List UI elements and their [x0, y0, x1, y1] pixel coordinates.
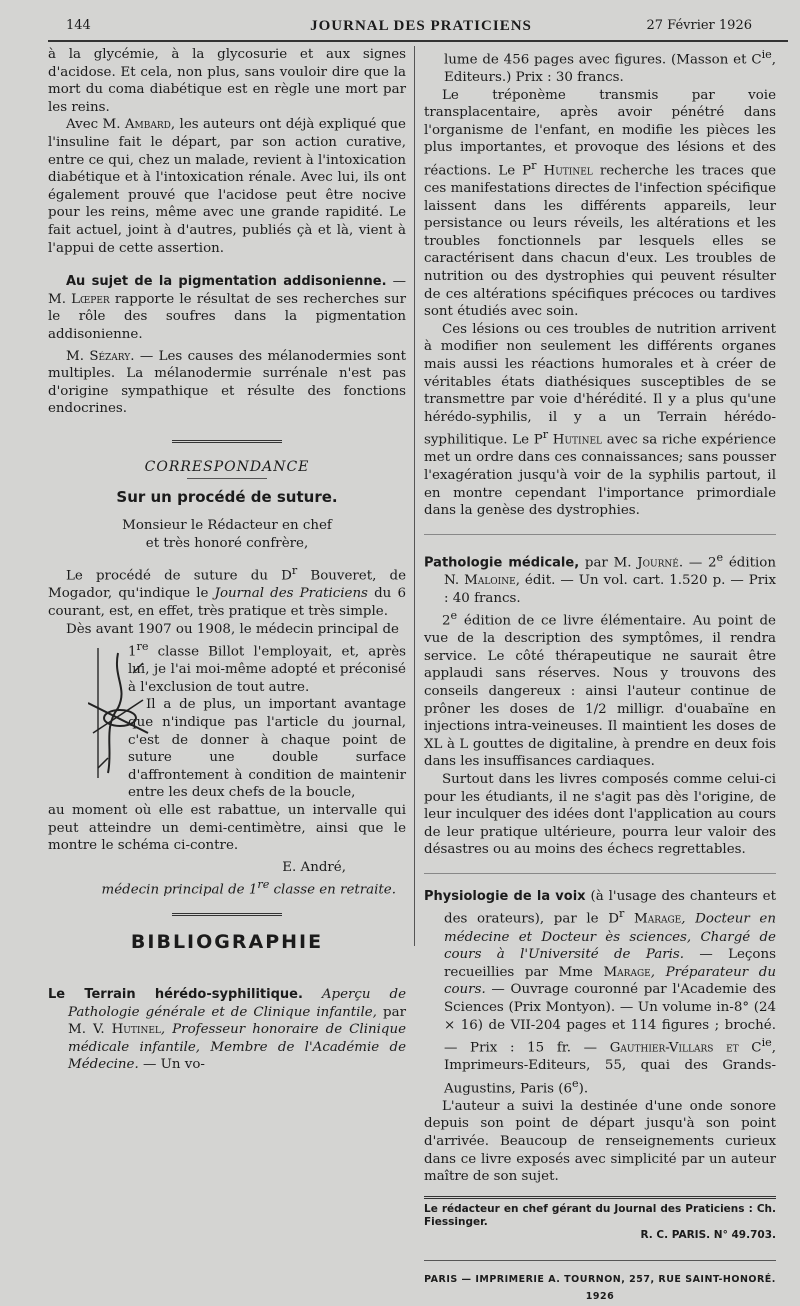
- printer-imprint: PARIS — IMPRIMERIE A. TOURNON, 257, RUE SAINT-HONORÉ. 1926: [424, 1260, 776, 1306]
- page-number: 144: [66, 18, 91, 33]
- bibliography-entry: Pathologie médicale, par M. Journé. — 2e édition N. Maloine, édit. — Un vol. cart. 1.520 p. — Prix : 40 francs.: [424, 550, 776, 606]
- paragraph: Le tréponème transmis par voie transplacentaire, après avoir pénétré dans l'organisme de l'enfant, en modifie les pièces les plus importantes, et provoque des lésions et des réactions. Le $P^r$ Hutinel recherche les traces que ces manifestations directes de l'infection spécifique laissent dans les différents appareils, leur persistance ou leurs réveils, les altérations et les troubles fonctionnels par lesquels elles se caractérisent dans chacun d'eux. Les troubles de nutrition ou des dystrophies qui peuvent résulter de ces altérations spécifiques précoces ou tardives sont étudiés avec soin.: [424, 87, 776, 320]
- paragraph: Surtout dans les livres composés comme celui-ci pour les étudiants, il ne s'agit pas dès l'origine, de leur inculquer des idées dont l'application au cours de leur pratique ultérieure, pourra leur valoir des désastres ou au moins des échecs regrettables.: [424, 771, 776, 858]
- signature-title: médecin principal de 1re classe en retraite.: [101, 878, 396, 898]
- paragraph: L'auteur a suivi la destinée d'une onde sonore depuis son point de départ jusqu'à son point d'arrivée. Beaucoup de renseignements curieux dans ce livre exposés avec simplicité par un auteur maître de son sujet.: [424, 1098, 776, 1185]
- page-header: [62, 14, 780, 38]
- section-heading: BIBLIOGRAPHIE: [130, 931, 324, 954]
- article-title: Sur un procédé de suture.: [116, 488, 338, 507]
- left-column: [48, 46, 406, 1074]
- paragraph: Dès avant 1907 ou 1908, le médecin principal de: [66, 621, 399, 637]
- paragraph: 1re classe Billot l'employait, et, après lui, je l'ai moi-même adopté et préconisé à l'exclusion de tout autre.: [128, 640, 406, 695]
- paragraph: à la glycémie, à la glycosurie et aux signes d'acidose. Et cela, non plus, sans vouloir dire que la mort du coma diabétique est en règle une mort par les reins.: [48, 47, 406, 115]
- signature-name: E. André,: [282, 859, 346, 875]
- separator: [424, 873, 776, 874]
- separator: [424, 1196, 776, 1199]
- paragraph: Ces lésions ou ces troubles de nutrition arrivent à modifier non seulement les différents organes mais aussi les réactions humorales et à créer de véritables états diathésiques susceptibles de se transmettre par voie d'hérédité. Il y a plus qu'une hérédo-syphilis, il y a un Terrain hérédo-syphilitique. Le $P^r$ Hutinel avec sa riche expérience met un ordre dans ces connaissances; sans pousser l'exagération jusqu'à voir de la syphilis partout, il en montre cependant l'importance primordiale dans la genèse des dystrophies.: [424, 321, 776, 519]
- paragraph: lume de 456 pages avec figures. (Masson et $C^{ie}$, Editeurs.) Prix : 30 francs.: [444, 48, 776, 86]
- paragraph: M. Sézary. — Les causes des mélanodermies sont multiples. La mélanodermie surrénale n'est pas d'origine sympathique et résulte des fonctions endocrines.: [48, 348, 406, 417]
- suture-diagram-icon: [88, 648, 168, 778]
- journal-title: JOURNAL DES PRATICIENS: [310, 18, 532, 34]
- separator: [424, 534, 776, 535]
- section-heading: CORRESPONDANCE: [144, 458, 310, 475]
- publisher-note: Le rédacteur en chef gérant du Journal des Praticiens : Ch. Fiessinger.: [424, 1202, 776, 1228]
- issue-date: 27 Février 1926: [646, 18, 752, 33]
- paragraph: 2e édition de ce livre élémentaire. Au point de vue de la description des symptômes, il rendra service. Le côté thérapeutique ne saurait être applaudi sans réserves. Nous y trouvons des conseils dangereux : ainsi l'auteur continue de prôner les doses de 1/2 milligr. d'ouabaïne en injections intra-veineuses. Il maintient les doses de XL à L gouttes de digitaline, à prendre en deux fois dans les insuffisances cardiaques.: [424, 609, 776, 770]
- column-divider: [414, 46, 415, 946]
- header-rule: [48, 40, 788, 42]
- right-column: [424, 46, 776, 1306]
- paragraph: Avec M. Ambard, les auteurs ont déjà expliqué que l'insuline fait le départ, par son action curative, entre ce qui, chez un malade, revient à l'intoxication diabétique et à l'intoxication rénale. Avec lui, ils ont également prouvé que l'acidose peut être nocive pour les reins, même avec une grande rapidité. Le fait actuel, joint à d'autres, publiés çà et là, vient à l'appui de cette assertion.: [48, 117, 406, 256]
- paragraph: Il a de plus, un important avantage que n'indique pas l'article du journal, c'est de donner à chaque point de suture une double surface d'affrontement à condition de maintenir entre les deux chefs de la boucle,: [128, 697, 406, 801]
- bibliography-entry: Le Terrain hérédo-syphilitique. Aperçu de Pathologie générale et de Clinique infantile, par M. V. Hutinel, Professeur honoraire de Clinique médicale infantile, Membre de l'Académie de Médecine. — Un vo-: [48, 986, 406, 1073]
- salutation: Monsieur le Rédacteur en chef: [122, 518, 332, 534]
- salutation: et très honoré confrère,: [145, 535, 309, 551]
- registration-note: R. C. PARIS. N° 49.703.: [640, 1228, 776, 1241]
- paragraph: Au sujet de la pigmentation addisonienne. — M. Lœper rapporte le résultat de ses recherches sur le rôle des soufres dans la pigmentation addisonienne.: [48, 274, 406, 342]
- separator: [172, 913, 282, 916]
- bibliography-entry: Physiologie de la voix (à l'usage des chanteurs et des orateurs), par le $D^r$ Marage, Docteur en médecine et Docteur ès sciences, Chargé de cours à l'Université de Paris. — Leçons recueillies par Mme Marage, Préparateur du cours. — Ouvrage couronné par l'Academie des Sciences (Prix Montyon). — Un volume in-8° (24 × 16) de VII-204 pages et 114 figures ; broché. — Prix : 15 fr. — Gauthier-Villars et $C^{ie}$, Imprimeurs-Editeurs, 55, quai des Grands-Augustins, Paris (6e).: [424, 888, 776, 1097]
- paragraph: Le procédé de suture du $D^r$ Bouveret, de Mogador, qu'indique le Journal des Praticiens du 6 courant, est, en effet, très pratique et très simple.: [48, 564, 406, 619]
- separator: [187, 478, 267, 479]
- paragraph: au moment où elle est rabattue, un intervalle qui peut atteindre un demi-centimètre, ainsi que le montre le schéma ci-contre.: [48, 802, 406, 854]
- figure-block: [48, 638, 406, 802]
- separator: [172, 440, 282, 443]
